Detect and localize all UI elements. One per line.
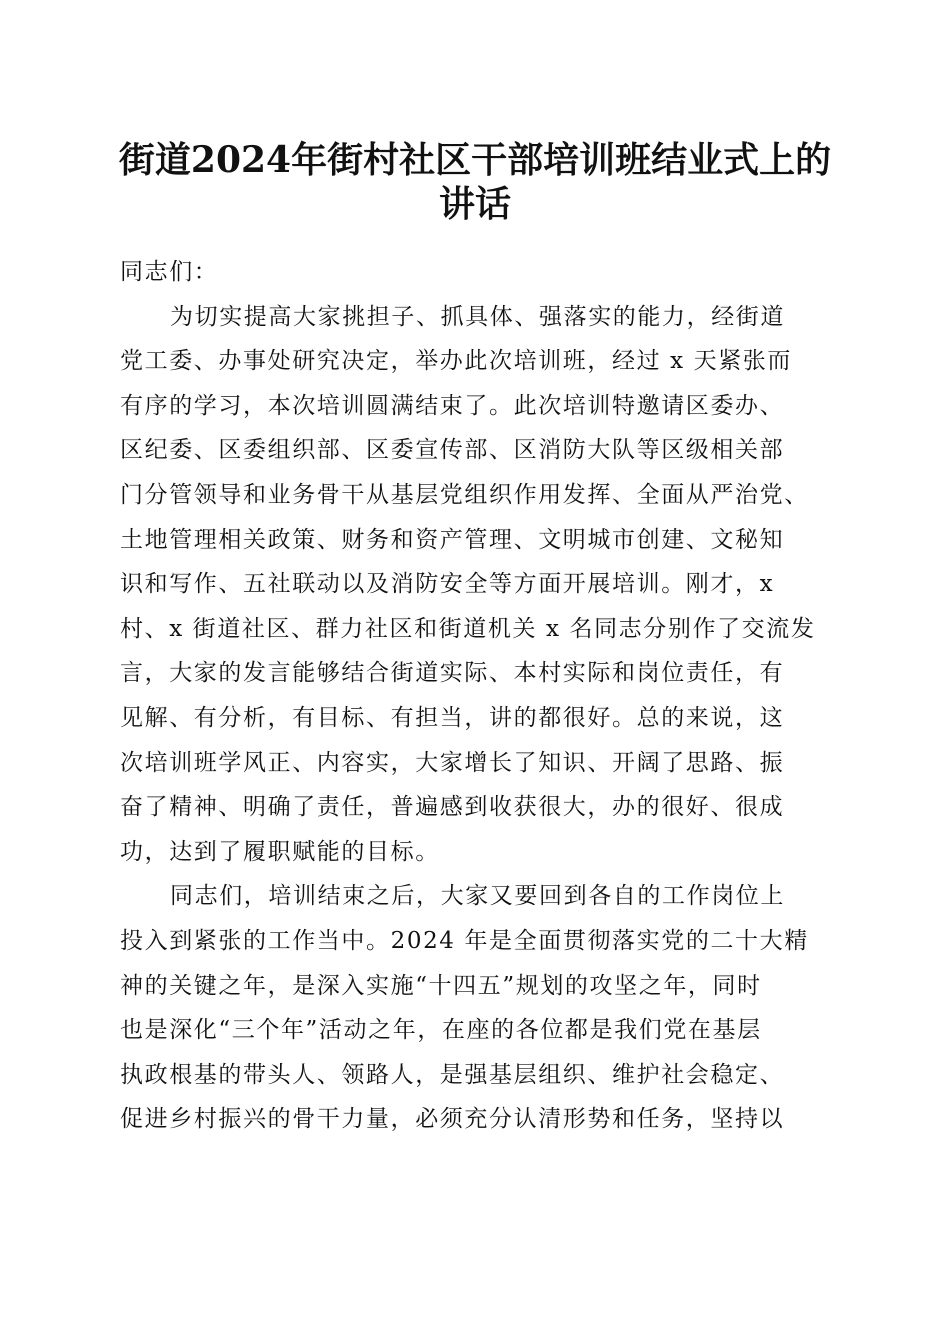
paragraph-line: 言，大家的发言能够结合街道实际、本村实际和岗位责任，有	[120, 660, 785, 687]
salutation: 同志们：	[120, 259, 219, 285]
paragraph-line: 促进乡村振兴的骨干力量，必须充分认清形势和任务，坚持以	[120, 1106, 785, 1133]
paragraph-line: 也是深化“三个年”活动之年，在座的各位都是我们党在基层	[120, 1017, 762, 1044]
paragraph-line: 执政根基的带头人、领路人，是强基层组织、维护社会稳定、	[120, 1061, 785, 1088]
paragraph-line: 识和写作、五社联动以及消防安全等方面开展培训。刚才，x	[120, 571, 775, 598]
paragraph-line: 党工委、办事处研究决定，举办此次培训班，经过 x 天紧张而	[120, 348, 792, 375]
paragraph-line: 区纪委、区委组织部、区委宣传部、区消防大队等区级相关部	[120, 437, 785, 464]
paragraph-line: 村、x 街道社区、群力社区和街道机关 x 名同志分别作了交流发	[120, 615, 816, 642]
paragraph-1	[120, 295, 840, 875]
document-title	[100, 138, 850, 226]
paragraph-line: 见解、有分析，有目标、有担当，讲的都很好。总的来说，这	[120, 704, 785, 731]
title-line: 讲话	[438, 183, 511, 225]
paragraph-2	[120, 874, 840, 1142]
title-line: 街道2024年街村社区干部培训班结业式上的	[118, 139, 832, 181]
paragraph-line: 奋了精神、明确了责任，普遍感到收获很大，办的很好、很成	[120, 794, 785, 821]
paragraph-line: 投入到紧张的工作当中。2024 年是全面贯彻落实党的二十大精	[120, 927, 809, 954]
paragraph-line: 门分管领导和业务骨干从基层党组织作用发挥、全面从严治党、	[120, 481, 809, 508]
paragraph-line: 功，达到了履职赋能的目标。	[120, 838, 440, 865]
paragraph-line: 次培训班学风正、内容实，大家增长了知识、开阔了思路、振	[120, 749, 785, 776]
paragraph-line: 为切实提高大家挑担子、抓具体、强落实的能力，经街道	[170, 303, 785, 330]
paragraph-line: 有序的学习，本次培训圆满结束了。此次培训特邀请区委办、	[120, 392, 785, 419]
paragraph-line: 神的关键之年，是深入实施“十四五”规划的攻坚之年，同时	[120, 972, 762, 999]
paragraph-line: 同志们，培训结束之后，大家又要回到各自的工作岗位上	[170, 883, 785, 910]
paragraph-line: 土地管理相关政策、财务和资产管理、文明城市创建、文秘知	[120, 526, 785, 553]
document-body	[120, 250, 840, 1142]
